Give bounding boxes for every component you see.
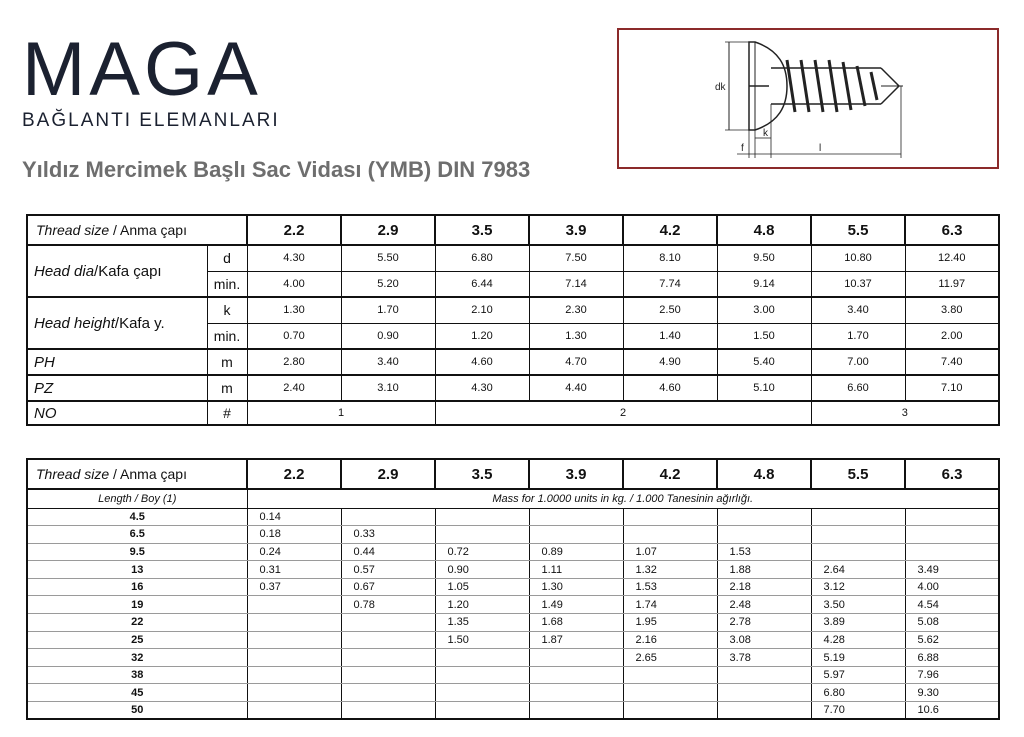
mass-cell: 0.24 xyxy=(247,543,341,561)
mass-cell xyxy=(717,684,811,702)
mass-cell xyxy=(341,649,435,667)
table-row xyxy=(27,578,999,596)
screw-drawing-svg xyxy=(619,30,997,167)
unit-cell: k xyxy=(207,297,247,323)
length-cell: 25 xyxy=(27,631,247,649)
mass-cell: 3.89 xyxy=(811,614,905,632)
mass-note: Mass for 1.0000 units in kg. / 1.000 Tanesinin ağırlığı. xyxy=(247,489,999,508)
value-cell: 11.97 xyxy=(905,271,999,297)
mass-cell: 3.78 xyxy=(717,649,811,667)
mass-cell xyxy=(247,684,341,702)
value-cell: 1.30 xyxy=(247,297,341,323)
mass-cell xyxy=(435,649,529,667)
size-col: 6.3 xyxy=(905,215,999,245)
value-cell: 6.60 xyxy=(811,375,905,401)
mass-cell: 3.08 xyxy=(717,631,811,649)
mass-cell: 4.00 xyxy=(905,578,999,596)
value-cell: 6.44 xyxy=(435,271,529,297)
table-row xyxy=(27,702,999,720)
mass-cell: 1.87 xyxy=(529,631,623,649)
size-col: 4.2 xyxy=(623,459,717,489)
size-col: 3.5 xyxy=(435,215,529,245)
value-cell: 7.00 xyxy=(811,349,905,375)
mass-cell: 1.11 xyxy=(529,561,623,579)
mass-cell xyxy=(623,526,717,544)
value-cell: 10.80 xyxy=(811,245,905,271)
length-cell: 13 xyxy=(27,561,247,579)
mass-cell: 3.50 xyxy=(811,596,905,614)
table-row xyxy=(27,526,999,544)
thread-size-label-en: Thread size xyxy=(36,222,110,238)
unit-cell: d xyxy=(207,245,247,271)
dimension-spec-table xyxy=(26,214,1000,426)
mass-cell xyxy=(247,614,341,632)
mass-subheader-row xyxy=(27,489,999,508)
mass-cell: 0.14 xyxy=(247,508,341,526)
mass-cell xyxy=(717,526,811,544)
size-col: 2.2 xyxy=(247,215,341,245)
no-group-cell: 1 xyxy=(247,401,435,425)
unit-cell: min. xyxy=(207,271,247,297)
mass-cell xyxy=(811,543,905,561)
value-cell: 7.50 xyxy=(529,245,623,271)
length-cell: 9.5 xyxy=(27,543,247,561)
mass-cell xyxy=(435,508,529,526)
mass-cell: 7.70 xyxy=(811,702,905,720)
length-cell: 38 xyxy=(27,666,247,684)
length-cell: 32 xyxy=(27,649,247,667)
mass-table-body xyxy=(27,508,999,719)
mass-cell: 5.62 xyxy=(905,631,999,649)
mass-cell xyxy=(529,526,623,544)
head-height-label-tr: /Kafa y. xyxy=(114,314,165,332)
mass-cell: 2.65 xyxy=(623,649,717,667)
size-col: 2.9 xyxy=(341,215,435,245)
size-col: 3.5 xyxy=(435,459,529,489)
brand-tagline: BAĞLANTI ELEMANLARI xyxy=(22,110,280,131)
value-cell: 5.50 xyxy=(341,245,435,271)
length-cell: 50 xyxy=(27,702,247,720)
mass-cell xyxy=(341,666,435,684)
value-cell: 4.60 xyxy=(435,349,529,375)
value-cell: 12.40 xyxy=(905,245,999,271)
mass-cell xyxy=(341,684,435,702)
value-cell: 3.40 xyxy=(341,349,435,375)
mass-cell: 1.68 xyxy=(529,614,623,632)
table-row xyxy=(27,508,999,526)
mass-cell: 1.53 xyxy=(623,578,717,596)
value-cell: 0.70 xyxy=(247,323,341,349)
ph-label: PH xyxy=(27,349,207,375)
value-cell: 1.70 xyxy=(341,297,435,323)
mass-cell: 0.44 xyxy=(341,543,435,561)
value-cell: 2.50 xyxy=(623,297,717,323)
value-cell: 2.40 xyxy=(247,375,341,401)
value-cell: 3.80 xyxy=(905,297,999,323)
value-cell: 5.10 xyxy=(717,375,811,401)
table-row xyxy=(27,543,999,561)
mass-cell xyxy=(811,508,905,526)
dim-label-l: l xyxy=(819,143,822,154)
table-row xyxy=(27,614,999,632)
mass-cell xyxy=(247,649,341,667)
thread-size-label-tr: / Anma çapı xyxy=(109,222,187,238)
unit-cell: # xyxy=(207,401,247,425)
size-col: 4.2 xyxy=(623,215,717,245)
mass-cell: 0.31 xyxy=(247,561,341,579)
thread-size-label-tr: / Anma çapı xyxy=(109,466,187,482)
screw-technical-drawing xyxy=(617,28,999,169)
mass-cell: 1.95 xyxy=(623,614,717,632)
head-dia-label xyxy=(27,245,207,297)
value-cell: 5.40 xyxy=(717,349,811,375)
brand-name: MAGA xyxy=(22,27,262,112)
head-dia-label-tr: /Kafa çapı xyxy=(94,262,162,280)
value-cell: 4.30 xyxy=(435,375,529,401)
mass-cell: 5.97 xyxy=(811,666,905,684)
mass-cell: 6.80 xyxy=(811,684,905,702)
mass-cell xyxy=(623,508,717,526)
mass-cell: 1.32 xyxy=(623,561,717,579)
value-cell: 1.70 xyxy=(811,323,905,349)
value-cell: 7.10 xyxy=(905,375,999,401)
table-row xyxy=(27,631,999,649)
length-cell: 22 xyxy=(27,614,247,632)
value-cell: 9.14 xyxy=(717,271,811,297)
no-row xyxy=(27,401,999,425)
mass-cell xyxy=(717,508,811,526)
size-col: 4.8 xyxy=(717,459,811,489)
mass-cell xyxy=(435,684,529,702)
size-col: 3.9 xyxy=(529,459,623,489)
table-row xyxy=(27,649,999,667)
value-cell: 4.40 xyxy=(529,375,623,401)
dim-label-f: f xyxy=(741,143,744,154)
size-col: 2.2 xyxy=(247,459,341,489)
mass-cell: 0.89 xyxy=(529,543,623,561)
no-group-cell: 3 xyxy=(811,401,999,425)
mass-cell: 1.74 xyxy=(623,596,717,614)
value-cell: 4.90 xyxy=(623,349,717,375)
mass-cell: 2.64 xyxy=(811,561,905,579)
document-title: Yıldız Mercimek Başlı Sac Vidası (YMB) DIN 7983 xyxy=(22,157,531,182)
value-cell: 7.14 xyxy=(529,271,623,297)
table-row xyxy=(27,596,999,614)
no-label: NO xyxy=(27,401,207,425)
mass-cell: 0.33 xyxy=(341,526,435,544)
head-dia-label-en: Head dia xyxy=(34,262,95,280)
value-cell: 7.40 xyxy=(905,349,999,375)
mass-cell: 0.78 xyxy=(341,596,435,614)
mass-cell: 10.6 xyxy=(905,702,999,720)
mass-cell: 0.57 xyxy=(341,561,435,579)
value-cell: 3.10 xyxy=(341,375,435,401)
value-cell: 4.30 xyxy=(247,245,341,271)
mass-cell: 2.48 xyxy=(717,596,811,614)
head-dia-row-d xyxy=(27,245,999,271)
size-col: 3.9 xyxy=(529,215,623,245)
size-col: 5.5 xyxy=(811,459,905,489)
mass-cell xyxy=(341,614,435,632)
mass-cell: 1.05 xyxy=(435,578,529,596)
value-cell: 2.80 xyxy=(247,349,341,375)
thread-size-label xyxy=(27,215,247,245)
no-group-cell: 2 xyxy=(435,401,811,425)
mass-cell xyxy=(435,702,529,720)
mass-cell xyxy=(341,631,435,649)
mass-cell: 1.20 xyxy=(435,596,529,614)
mass-cell: 4.54 xyxy=(905,596,999,614)
length-cell: 19 xyxy=(27,596,247,614)
pz-label: PZ xyxy=(27,375,207,401)
thread-size-label-en: Thread size xyxy=(36,466,110,482)
length-cell: 4.5 xyxy=(27,508,247,526)
mass-cell: 2.78 xyxy=(717,614,811,632)
brand-logo xyxy=(22,27,282,132)
mass-cell xyxy=(247,666,341,684)
mass-cell xyxy=(529,702,623,720)
size-col: 6.3 xyxy=(905,459,999,489)
value-cell: 2.30 xyxy=(529,297,623,323)
mass-cell: 3.12 xyxy=(811,578,905,596)
head-height-row-k xyxy=(27,297,999,323)
mass-header-row xyxy=(27,459,999,489)
mass-cell xyxy=(247,702,341,720)
value-cell: 4.70 xyxy=(529,349,623,375)
value-cell: 0.90 xyxy=(341,323,435,349)
unit-cell: m xyxy=(207,349,247,375)
mass-cell: 0.18 xyxy=(247,526,341,544)
value-cell: 8.10 xyxy=(623,245,717,271)
size-col: 5.5 xyxy=(811,215,905,245)
value-cell: 2.00 xyxy=(905,323,999,349)
mass-cell: 5.19 xyxy=(811,649,905,667)
value-cell: 3.00 xyxy=(717,297,811,323)
value-cell: 3.40 xyxy=(811,297,905,323)
length-cell: 6.5 xyxy=(27,526,247,544)
mass-cell xyxy=(529,508,623,526)
mass-cell: 1.50 xyxy=(435,631,529,649)
length-cell: 45 xyxy=(27,684,247,702)
mass-cell xyxy=(435,526,529,544)
pz-row xyxy=(27,375,999,401)
value-cell: 1.30 xyxy=(529,323,623,349)
value-cell: 4.00 xyxy=(247,271,341,297)
mass-cell: 1.88 xyxy=(717,561,811,579)
mass-cell: 2.18 xyxy=(717,578,811,596)
spec-header-row xyxy=(27,215,999,245)
mass-cell xyxy=(623,684,717,702)
mass-cell xyxy=(811,526,905,544)
mass-cell xyxy=(717,666,811,684)
unit-cell: min. xyxy=(207,323,247,349)
mass-cell xyxy=(529,649,623,667)
mass-cell xyxy=(717,702,811,720)
size-col: 4.8 xyxy=(717,215,811,245)
mass-cell: 1.07 xyxy=(623,543,717,561)
value-cell: 9.50 xyxy=(717,245,811,271)
value-cell: 10.37 xyxy=(811,271,905,297)
mass-cell xyxy=(529,666,623,684)
length-label: Length / Boy (1) xyxy=(27,489,247,508)
mass-cell: 5.08 xyxy=(905,614,999,632)
value-cell: 7.74 xyxy=(623,271,717,297)
mass-cell xyxy=(623,666,717,684)
mass-cell xyxy=(905,543,999,561)
mass-cell: 7.96 xyxy=(905,666,999,684)
value-cell: 1.20 xyxy=(435,323,529,349)
ph-row xyxy=(27,349,999,375)
mass-cell: 1.35 xyxy=(435,614,529,632)
value-cell: 1.40 xyxy=(623,323,717,349)
mass-cell: 4.28 xyxy=(811,631,905,649)
mass-cell: 9.30 xyxy=(905,684,999,702)
value-cell: 2.10 xyxy=(435,297,529,323)
mass-cell xyxy=(435,666,529,684)
size-col: 2.9 xyxy=(341,459,435,489)
mass-cell xyxy=(341,702,435,720)
mass-cell: 1.53 xyxy=(717,543,811,561)
mass-cell: 1.30 xyxy=(529,578,623,596)
value-cell: 5.20 xyxy=(341,271,435,297)
mass-cell xyxy=(247,596,341,614)
mass-cell: 6.88 xyxy=(905,649,999,667)
dim-label-dk: dk xyxy=(715,82,726,93)
value-cell: 1.50 xyxy=(717,323,811,349)
mass-cell: 1.49 xyxy=(529,596,623,614)
mass-cell xyxy=(905,508,999,526)
mass-cell: 3.49 xyxy=(905,561,999,579)
mass-cell xyxy=(247,631,341,649)
value-cell: 4.60 xyxy=(623,375,717,401)
length-cell: 16 xyxy=(27,578,247,596)
mass-cell: 0.67 xyxy=(341,578,435,596)
mass-cell xyxy=(623,702,717,720)
table-row xyxy=(27,666,999,684)
dim-label-k: k xyxy=(763,128,768,139)
table-row xyxy=(27,684,999,702)
table-row xyxy=(27,561,999,579)
mass-cell: 0.72 xyxy=(435,543,529,561)
head-height-label xyxy=(27,297,207,349)
unit-cell: m xyxy=(207,375,247,401)
mass-cell: 0.90 xyxy=(435,561,529,579)
mass-cell xyxy=(341,508,435,526)
mass-cell xyxy=(529,684,623,702)
mass-cell: 2.16 xyxy=(623,631,717,649)
value-cell: 6.80 xyxy=(435,245,529,271)
thread-size-label xyxy=(27,459,247,489)
mass-cell: 0.37 xyxy=(247,578,341,596)
head-height-label-en: Head height xyxy=(34,314,115,332)
mass-cell xyxy=(905,526,999,544)
mass-table xyxy=(26,458,1000,720)
